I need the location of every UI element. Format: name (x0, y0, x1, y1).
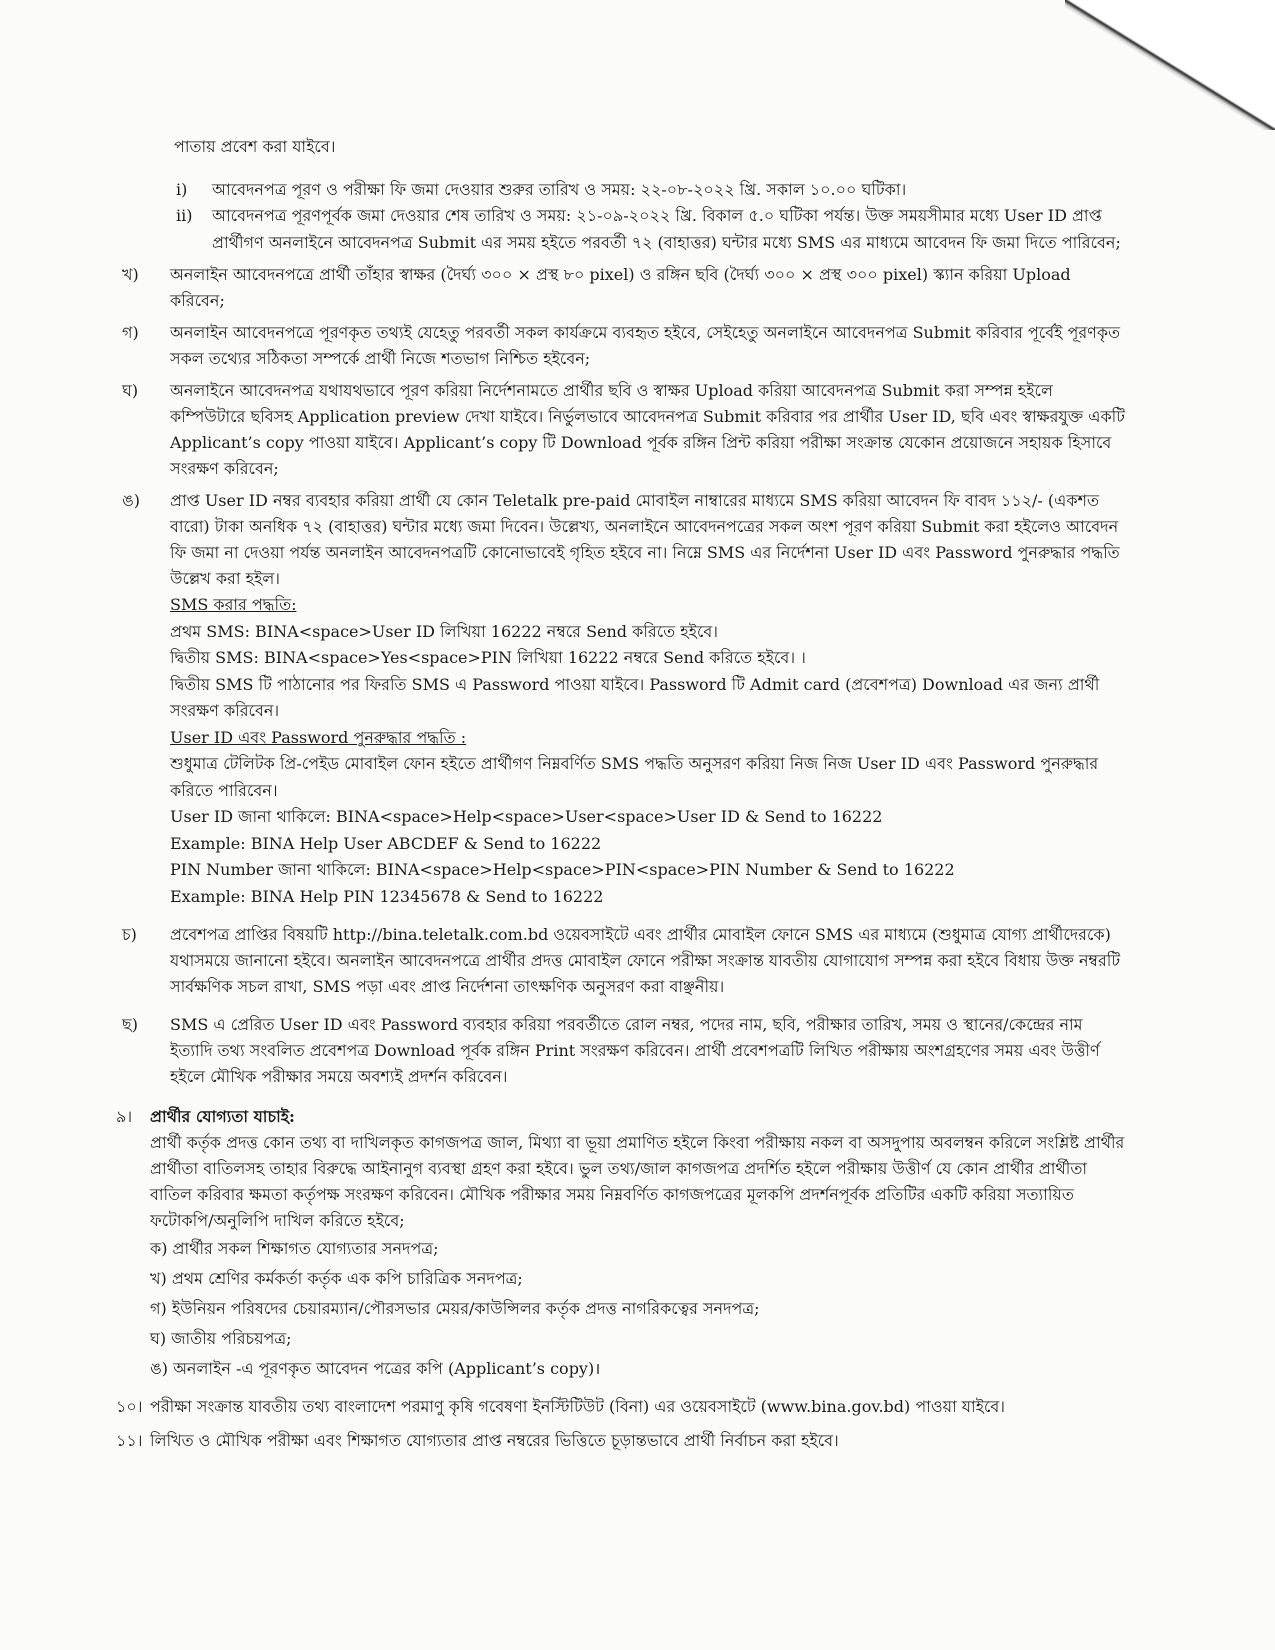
section-text: পরীক্ষা সংক্রান্ত যাবতীয় তথ্য বাংলাদেশ পরমাণু কৃষি গবেষণা ইনস্টিটিউট (বিনা) এর ওয়েবসাইটে (www.bina.gov.bd) পাওয়া যাইবে। (150, 1397, 1006, 1416)
document-list-item: গ) ইউনিয়ন পরিষদের চেয়ারম্যান/পৌরসভার মেয়র/কাউন্সিলর কর্তৃক প্রদত্ত নাগরিকত্বের সনদপত্র; (150, 1299, 760, 1318)
item-text: অনলাইন আবেদনপত্রে প্রার্থী তাঁহার স্বাক্ষর (দৈর্ঘ্য ৩০০ × প্রস্থ ৮০ pixel) ও রঙ্গিন ছবি (দৈর্ঘ্য ৩০০ × প্রস্থ ৩০০ pixel) স্ক্যান করিয়া Upload করিবেন; (170, 265, 1071, 310)
item-marker: i) (176, 179, 188, 199)
item-text: প্রাপ্ত User ID নম্বর ব্যবহার করিয়া প্রার্থী যে কোন Teletalk pre-paid মোবাইল নাম্বারের মাধ্যমে SMS করিয়া আবেদন ফি বাবদ ১১২/- (একশত বারো) টাকা অনধিক ৭২ (বাহাত্তর) ঘন্টার মধ্যে জমা দিবেন। উল্লেখ্য, অনলাইনে আবেদনপত্রের সকল অংশ পূরণ করিয়া Submit করা হইলেও আবেদন ফি জমা না দেওয়া পর্যন্ত অনলাইন আবেদনপত্রটি কোনোভাবেই গৃহিত হইবে না। নিম্নে SMS এর নির্দেশনা User ID এবং Password পুনরুদ্ধার পদ্ধতি উল্লেখ করা হইল। (170, 491, 1120, 588)
item-text: অনলাইনে আবেদনপত্র যথাযথভাবে পূরণ করিয়া নির্দেশনামতে প্রার্থীর ছবি ও স্বাক্ষর Upload করিয়া আবেদনপত্র Submit করা সম্পন্ন হইলে কম্পিউটারে ছবিসহ Application preview দেখা যাইবে। নির্ভুলভাবে আবেদনপত্র Submit করিবার পর প্রার্থীর User ID, ছবি এবং স্বাক্ষরযুক্ত একটি Applicant’s copy পাওয়া যাইবে। Applicant’s copy টি Download পূর্বক রঙ্গিন প্রিন্ট করিয়া পরীক্ষা সংক্রান্ত যেকোন প্রয়োজনে সহায়ক হিসাবে সংরক্ষণ করিবেন; (170, 381, 1125, 478)
date-start-item (118, 177, 1130, 204)
document-list-item: ঘ) জাতীয় পরিচয়পত্র; (150, 1329, 292, 1348)
intro-line: পাতায় প্রবেশ করা যাইবে। (174, 137, 336, 156)
item-marker: গ) (122, 323, 139, 342)
recovery-line: User ID জানা থাকিলে: BINA<space>Help<space>User<space>User ID & Send to 16222 (170, 807, 883, 826)
item-marker: ছ) (122, 1015, 138, 1034)
document-page (118, 118, 1130, 1454)
sms-line: প্রথম SMS: BINA<space>User ID লিখিয়া 16222 নম্বরে Send করিতে হইবে। (170, 621, 719, 641)
section-9 (118, 1104, 1130, 1130)
item-marker: চ) (122, 925, 137, 944)
item-text: আবেদনপত্র পূরণপূর্বক জমা দেওয়ার শেষ তারিখ ও সময়: ২১-০৯-২০২২ খ্রি. বিকাল ৫.০ ঘটিকা পর্যন্ত। উক্ত সময়সীমার মধ্যে User ID প্রাপ্ত প্রার্থীগণ অনলাইনে আবেদনপত্র Submit এর সময় হইতে পরবর্তী ৭২ (বাহাত্তর) ঘন্টার মধ্যে SMS এর মাধ্যমে আবেদন ফি জমা দিতে পারিবেন; (212, 206, 1121, 252)
sms-method-block (118, 592, 1130, 725)
section-9-body: প্রার্থী কর্তৃক প্রদত্ত কোন তথ্য বা দাখিলকৃত কাগজপত্র জাল, মিথ্যা বা ভূয়া প্রমাণিত হইলে কিংবা পরীক্ষায় নকল বা অসদুপায় অবলম্বন করিলে সংশ্লিষ্ট প্রার্থীর প্রার্থীতা বাতিলসহ তাহার বিরুদ্ধে আইনানুগ ব্যবস্থা গ্রহণ করা হইবে। ভুল তথ্য/জাল কাগজপত্র প্রদর্শিত হইলে পরীক্ষায় উত্তীর্ণ যে কোন প্রার্থীর প্রার্থীতা বাতিল করিবার ক্ষমতা কর্তৃপক্ষ সংরক্ষণ করিবেন। মৌখিক পরীক্ষার সময় নিম্নবর্ণিত কাগজপত্রের মূলকপি প্রদর্শনপূর্বক প্রতিটির একটি করিয়া সত্যায়িত ফটোকপি/অনুলিপি দাখিল করিতে হইবে; (150, 1133, 1125, 1230)
section-marker: ১১। (116, 1431, 143, 1450)
section-title: প্রার্থীর যোগ্যতা যাচাই: (150, 1107, 295, 1126)
list-item-kha (118, 262, 1130, 314)
section-10 (118, 1394, 1130, 1420)
sms-method-heading: SMS করার পদ্ধতি: (170, 595, 297, 614)
document-list-item: খ) প্রথম শ্রেণির কর্মকর্তা কর্তৃক এক কপি চারিত্রিক সনদপত্র; (150, 1269, 523, 1288)
sms-line: দ্বিতীয় SMS: BINA<space>Yes<space>PIN লিখিয়া 16222 নম্বরে Send করিতে হইবে। । (170, 648, 806, 667)
item-marker: খ) (122, 265, 139, 284)
section-11 (118, 1428, 1130, 1454)
document-list-item: ক) প্রার্থীর সকল শিক্ষাগত যোগ্যতার সনদপত্র; (150, 1239, 439, 1258)
section-marker: ৯। (116, 1107, 133, 1126)
item-text: প্রবেশপত্র প্রাপ্তির বিষয়টি http://bina.teletalk.com.bd ওয়েবসাইটে এবং প্রার্থীর মোবাইল ফোনে SMS এর মাধ্যমে (শুধুমাত্র যোগ্য প্রার্থীদেরকে) যথাসময়ে জানানো হইবে। অনলাইন আবেদনপত্রে প্রার্থীর প্রদত্ত মোবাইল ফোনে পরীক্ষা সংক্রান্ত যাবতীয় যোগাযোগ সম্পন্ন করা হইবে বিধায় উক্ত নম্বরটি সার্বক্ষণিক সচল রাখা, SMS পড়া এবং প্রাপ্ত নির্দেশনা তাৎক্ষণিক অনুসরণ করা বাঞ্ছনীয়। (170, 925, 1121, 996)
item-text: SMS এ প্রেরিত User ID এবং Password ব্যবহার করিয়া পরবর্তীতে রোল নম্বর, পদের নাম, ছবি, পরীক্ষার তারিখ, সময় ও স্থানের/কেন্দ্রের নাম ইত্যাদি তথ্য সংবলিত প্রবেশপত্র Download পূর্বক রঙ্গিন Print সংরক্ষণ করিবেন। প্রার্থী প্রবেশপত্রটি লিখিত পরীক্ষায় অংশগ্রহণের সময় এবং উত্তীর্ণ হইলে মৌখিক পরীক্ষার সময়ে অবশ্যই প্রদর্শন করিবেন। (170, 1015, 1100, 1086)
section-text: লিখিত ও মৌখিক পরীক্ষা এবং শিক্ষাগত যোগ্যতার প্রাপ্ত নম্বরের ভিত্তিতে চূড়ান্তভাবে প্রার্থী নির্বাচন করা হইবে। (150, 1431, 839, 1450)
list-item-chha (118, 1012, 1130, 1090)
sms-line: দ্বিতীয় SMS টি পাঠানোর পর ফিরতি SMS এ Password পাওয়া যাইবে। Password টি Admit card (প্রবেশপত্র) Download এর জন্য প্রার্থী সংরক্ষণ করিবেন। (170, 674, 1100, 720)
item-marker: ঘ) (122, 381, 139, 400)
item-text: আবেদনপত্র পূরণ ও পরীক্ষা ফি জমা দেওয়ার শুরুর তারিখ ও সময়: ২২-০৮-২০২২ খ্রি. সকাল ১০.০০ ঘটিকা। (212, 179, 907, 199)
list-item-ga (118, 320, 1130, 372)
recovery-block (118, 725, 1130, 911)
recovery-heading: User ID এবং Password পুনরুদ্ধার পদ্ধতি : (170, 727, 467, 747)
document-list-item: ঙ) অনলাইন -এ পূরণকৃত আবেদন পত্রের কপি (Applicant’s copy)। (150, 1359, 601, 1378)
page-corner-fold (1065, 0, 1275, 130)
recovery-intro: শুধুমাত্র টেলিটক প্রি-পেইড মোবাইল ফোন হইতে প্রার্থীগণ নিম্নবর্ণিত SMS পদ্ধতি অনুসরণ করিয়া নিজ নিজ User ID এবং Password পুনরুদ্ধার করিতে পারিবেন। (170, 754, 1099, 800)
list-item-cha (118, 922, 1130, 1000)
item-text: অনলাইন আবেদনপত্রে পূরণকৃত তথ্যই যেহেতু পরবর্তী সকল কার্যক্রমে ব্যবহৃত হইবে, সেইহেতু অনলাইনে আবেদনপত্র Submit করিবার পূর্বেই পূরণকৃত সকল তথ্যের সঠিকতা সম্পর্কে প্রার্থী নিজে শতভাগ নিশ্চিত হইবেন; (170, 323, 1121, 368)
section-marker: ১০। (116, 1397, 143, 1416)
date-end-item (118, 203, 1130, 256)
item-marker: ঙ) (122, 491, 140, 510)
list-item-gha (118, 378, 1130, 482)
recovery-line: Example: BINA Help PIN 12345678 & Send to 16222 (170, 886, 604, 906)
item-marker: ii) (176, 206, 193, 225)
recovery-line: Example: BINA Help User ABCDEF & Send to 16222 (170, 833, 602, 853)
list-item-uma (118, 488, 1130, 592)
recovery-line: PIN Number জানা থাকিলে: BINA<space>Help<space>PIN<space>PIN Number & Send to 16222 (170, 860, 955, 879)
